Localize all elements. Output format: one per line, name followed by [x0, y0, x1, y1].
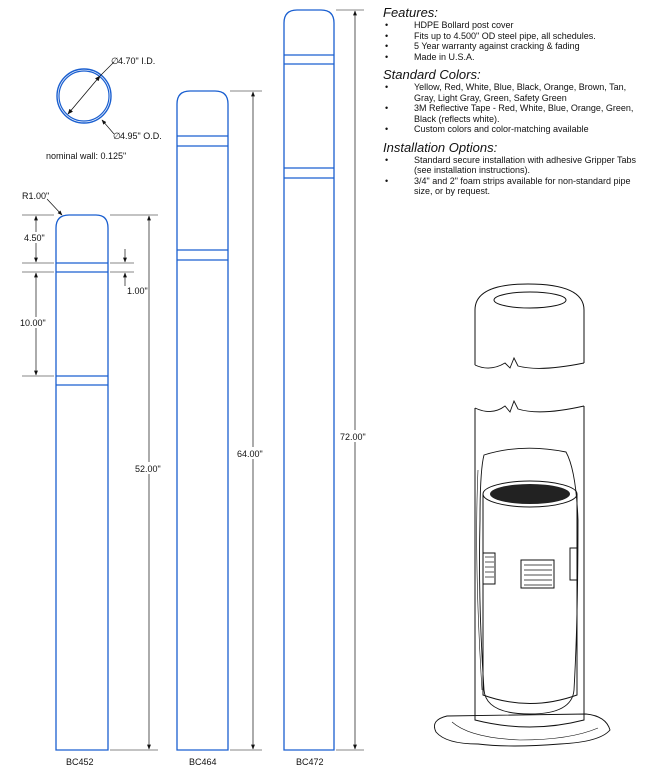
band-spacing-dim: 10.00"	[20, 318, 46, 328]
bollard-bc464	[177, 91, 266, 767]
list-item: • Standard secure installation with adhesive Gripper Tabs (see installation instructions).	[383, 155, 648, 176]
bc472-label: BC472	[296, 757, 324, 767]
installation-heading: Installation Options:	[383, 139, 498, 155]
colors-heading: Standard Colors:	[383, 67, 481, 82]
radius-label: R1.00"	[22, 191, 50, 201]
inner-diameter-circle	[59, 71, 109, 121]
bc472-height-dim: 72.00"	[340, 432, 366, 442]
list-item: • HDPE Bollard post cover	[383, 20, 648, 31]
bc464-label: BC464	[189, 757, 217, 767]
list-item: • 3M Reflective Tape - Red, White, Blue, Orange, Green, Black (reflects white).	[383, 103, 648, 124]
colors-list	[383, 82, 648, 135]
id-diameter-symbol: ∅	[111, 56, 119, 66]
bc452-label: BC452	[66, 757, 94, 767]
installation-list	[383, 155, 648, 197]
bollard-bc452	[19, 191, 164, 767]
list-item: • 3/4" and 2" foam strips available for non-standard pipe size, or by request.	[383, 176, 648, 197]
od-diameter-symbol: ∅	[113, 131, 121, 141]
band-width-dim: 1.00"	[127, 286, 148, 296]
list-item: • Made in U.S.A.	[383, 52, 648, 63]
installation-illustration	[434, 284, 610, 746]
top-to-band-dim: 4.50"	[24, 233, 45, 243]
list-item: • Yellow, Red, White, Blue, Black, Orange, Brown, Tan, Gray, Light Gray, Green, Safety Green	[383, 82, 648, 103]
bc452-height-dim: 52.00"	[135, 464, 161, 474]
list-item: • Fits up to 4.500" OD steel pipe, all schedules.	[383, 31, 648, 42]
spec-notes	[383, 6, 648, 203]
od-label: 4.95" O.D.	[120, 131, 162, 141]
features-heading: Features:	[383, 5, 438, 20]
bollard-bc472	[284, 10, 371, 767]
outer-diameter-circle	[57, 69, 111, 123]
cross-section	[46, 56, 162, 161]
id-label: 4.70" I.D.	[118, 56, 156, 66]
bc464-height-dim: 64.00"	[237, 449, 263, 459]
list-item: • 5 Year warranty against cracking & fading	[383, 41, 648, 52]
wall-label: nominal wall: 0.125"	[46, 151, 127, 161]
features-list	[383, 20, 648, 62]
list-item: • Custom colors and color-matching available	[383, 124, 648, 135]
